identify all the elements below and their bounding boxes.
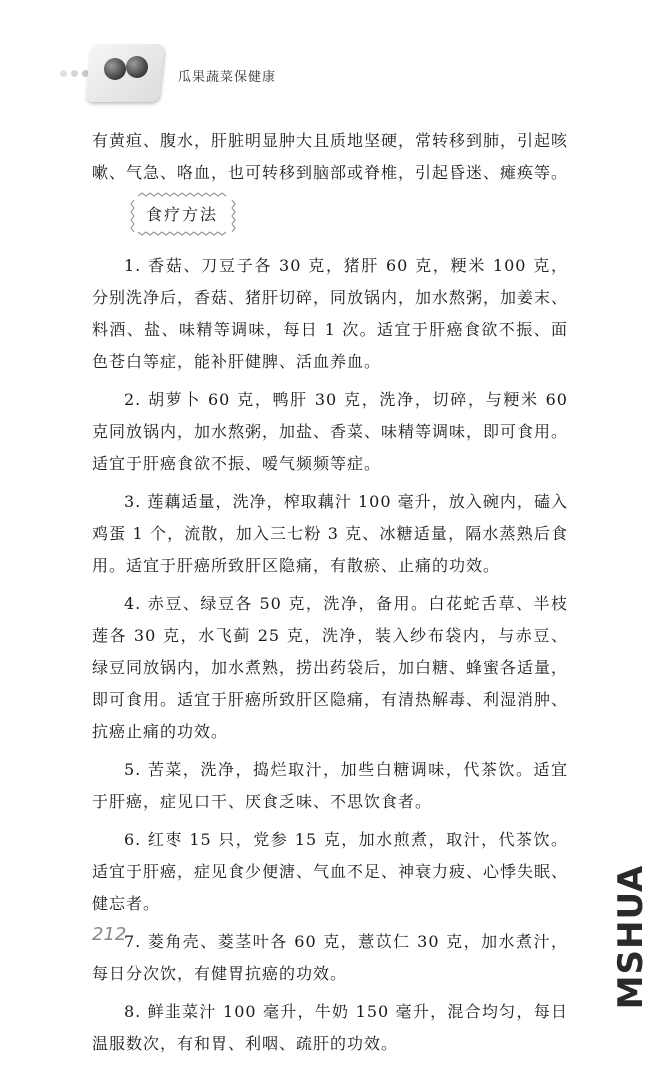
continued-paragraph-block — [92, 125, 568, 195]
section-title: 食疗方法 — [146, 205, 219, 224]
header-dots-decoration — [60, 70, 89, 77]
recipe-paragraph: 8. 鲜韭菜汁 100 毫升，牛奶 150 毫升，混合均匀，每日温服数次，有和胃、利咽、疏肝的功效。 — [92, 1002, 568, 1053]
fruit-icon — [126, 56, 148, 78]
section-heading-box — [130, 190, 236, 238]
recipe-paragraph: 7. 菱角壳、菱茎叶各 60 克，薏苡仁 30 克，加水煮汁，每日分次饮，有健胃抗癌的功效。 — [92, 932, 568, 983]
fruit-icon — [104, 58, 126, 80]
recipe-paragraph: 2. 胡萝卜 60 克，鸭肝 30 克，洗净，切碎，与粳米 60 克同放锅内，加水熬粥，加盐、香菜、味精等调味，即可食用。适宜于肝癌食欲不振、嗳气频频等症。 — [92, 390, 569, 473]
recipe-paragraph: 1. 香菇、刀豆子各 30 克，猪肝 60 克，粳米 100 克，分别洗净后，香菇、猪肝切碎，同放锅内，加水熬粥，加姜末、料酒、盐、味精等调味，每日 1 次。适宜于肝癌食欲不振、面色苍白等症，能补肝健脾、活血养血。 — [92, 256, 569, 371]
continued-paragraph: 有黄疸、腹水，肝脏明显肿大且质地坚硬，常转移到肺，引起咳嗽、气急、咯血，也可转移到脑部或脊椎，引起昏迷、瘫痪等。 — [92, 131, 569, 182]
header-title: 瓜果蔬菜保健康 — [178, 70, 277, 85]
recipe-paragraph: 3. 莲藕适量，洗净，榨取藕汁 100 毫升，放入碗内，磕入鸡蛋 1 个，流散，加入三七粉 3 克、冰糖适量，隔水蒸熟后食用。适宜于肝癌所致肝区隐痛，有散瘀、止痛的功效。 — [92, 492, 568, 575]
recipe-list — [92, 250, 568, 1066]
running-header — [60, 44, 360, 102]
recipe-paragraph: 6. 红枣 15 只，党参 15 克，加水煎煮，取汁，代茶饮。适宜于肝癌，症见食少便溏、气血不足、神衰力疲、心悸失眠、健忘者。 — [92, 830, 569, 913]
watermark — [606, 864, 656, 1010]
page-number: 212 — [92, 924, 127, 945]
recipe-paragraph: 4. 赤豆、绿豆各 50 克，洗净，备用。白花蛇舌草、半枝莲各 30 克，水飞蓟 25 克，洗净，装入纱布袋内，与赤豆、绿豆同放锅内，加水煮熟，捞出药袋后，加白糖、蜂蜜各适量，即可食用。适宜于肝癌所致肝区隐痛，有清热解毒、利湿消肿、抗癌止痛的功效。 — [92, 594, 569, 741]
watermark-text: MSHUA — [611, 864, 651, 1010]
recipe-paragraph: 5. 苦菜，洗净，捣烂取汁，加些白糖调味，代茶饮。适宜于肝癌，症见口干、厌食乏味、不思饮食者。 — [92, 760, 568, 811]
